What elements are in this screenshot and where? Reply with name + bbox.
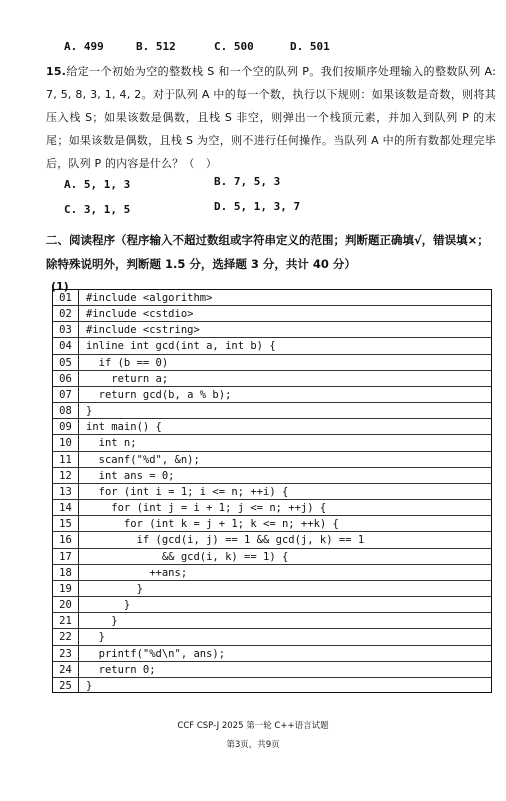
code-text: } xyxy=(86,679,93,692)
line-number: 07 xyxy=(59,388,72,401)
code-text: #include <cstring> xyxy=(86,324,200,337)
code-text: } xyxy=(86,631,105,644)
code-line xyxy=(53,678,491,694)
line-number: 21 xyxy=(59,615,72,628)
line-number: 10 xyxy=(59,437,72,450)
code-text: int ans = 0; xyxy=(86,469,175,482)
section-heading: 二、阅读程序（程序输入不超过数组或字符串定义的范围；判断题正确填√，错误填×；除特殊说明外，判断题 1.5 分，选择题 3 分，共计 40 分） xyxy=(46,233,489,271)
code-text: if (b == 0) xyxy=(86,356,169,369)
code-text: #include <algorithm> xyxy=(86,292,213,304)
code-line xyxy=(53,581,491,597)
line-number: 17 xyxy=(59,550,72,563)
code-line xyxy=(53,306,491,322)
code-line xyxy=(53,484,491,500)
line-number: 08 xyxy=(59,405,72,418)
line-number: 06 xyxy=(59,372,72,385)
option-b: B. 512 xyxy=(136,40,176,53)
line-number: 20 xyxy=(59,599,72,612)
code-line xyxy=(53,516,491,532)
line-number: 16 xyxy=(59,534,72,547)
code-text: return gcd(b, a % b); xyxy=(86,388,232,401)
line-number: 11 xyxy=(59,453,72,466)
question-15 xyxy=(46,60,496,175)
line-number: 13 xyxy=(59,485,72,498)
code-line xyxy=(53,435,491,451)
q15-option-d: D. 5, 1, 3, 7 xyxy=(214,200,301,213)
code-line xyxy=(53,597,491,613)
code-line xyxy=(53,290,491,306)
code-line xyxy=(53,532,491,548)
code-line xyxy=(53,322,491,338)
question-number: 15. xyxy=(46,65,67,78)
code-text: for (int i = 1; i <= n; ++i) { xyxy=(86,485,289,498)
code-text: scanf("%d", &n); xyxy=(86,453,200,466)
code-listing xyxy=(52,289,492,693)
code-text: inline int gcd(int a, int b) { xyxy=(86,340,276,353)
q15-option-a: A. 5, 1, 3 xyxy=(64,178,131,191)
code-line xyxy=(53,565,491,581)
option-d: D. 501 xyxy=(290,40,330,53)
line-number: 12 xyxy=(59,469,72,482)
code-text: int n; xyxy=(86,437,137,450)
code-text: for (int k = j + 1; k <= n; ++k) { xyxy=(86,518,339,531)
line-number: 24 xyxy=(59,663,72,676)
code-text: return 0; xyxy=(86,663,156,676)
code-text: ++ans; xyxy=(86,566,188,579)
line-number: 03 xyxy=(59,324,72,337)
code-line xyxy=(53,452,491,468)
program-label: (1) xyxy=(51,280,69,293)
code-text: for (int j = i + 1; j <= n; ++j) { xyxy=(86,502,327,515)
code-line xyxy=(53,355,491,371)
line-number: 23 xyxy=(59,647,72,660)
code-text: } xyxy=(86,582,143,595)
option-a: A. 499 xyxy=(64,40,104,53)
code-line xyxy=(53,338,491,354)
question-text: 给定一个初始为空的整数栈 S 和一个空的队列 P。我们按顺序处理输入的整数队列 A: 7, 5, 8, 3, 1, 4, 2。对于队列 A 中的每一个数，执行以下规则：如果该数是奇数，则将其压入栈 S；如果该数是偶数，且栈 S 非空，则弹出一个栈顶元素，并加入到队列 P 的末尾；如果该数是偶数，且栈 S 为空，则不进行任何操作。当队列 A 中的所有数都处理完毕后，队列 P 的内容是什么？（ ） xyxy=(46,65,496,170)
code-line xyxy=(53,387,491,403)
line-number: 01 xyxy=(59,292,72,304)
code-line xyxy=(53,403,491,419)
line-number: 15 xyxy=(59,518,72,531)
code-line xyxy=(53,419,491,435)
q15-option-c: C. 3, 1, 5 xyxy=(64,203,131,216)
line-number: 09 xyxy=(59,421,72,434)
line-number: 22 xyxy=(59,631,72,644)
code-text: && gcd(i, k) == 1) { xyxy=(86,550,289,563)
code-line xyxy=(53,468,491,484)
option-c: C. 500 xyxy=(214,40,254,53)
line-number: 18 xyxy=(59,566,72,579)
code-text: } xyxy=(86,599,131,612)
code-line xyxy=(53,613,491,629)
q15-option-b: B. 7, 5, 3 xyxy=(214,175,281,188)
line-number: 04 xyxy=(59,340,72,353)
code-line xyxy=(53,629,491,645)
code-line xyxy=(53,549,491,565)
code-text: } xyxy=(86,615,118,628)
line-number: 05 xyxy=(59,356,72,369)
code-text: if (gcd(i, j) == 1 && gcd(j, k) == 1 xyxy=(86,534,365,547)
page-number: 第3页，共9页 xyxy=(226,740,280,750)
code-text: int main() { xyxy=(86,421,162,434)
code-line xyxy=(53,662,491,678)
code-text: } xyxy=(86,405,93,418)
code-text: #include <cstdio> xyxy=(86,308,194,321)
code-line xyxy=(53,371,491,387)
line-number: 02 xyxy=(59,308,72,321)
code-text: return a; xyxy=(86,372,169,385)
code-line xyxy=(53,646,491,662)
exam-footer: CCF CSP-J 2025 第一轮 C++语言试题 xyxy=(177,721,329,731)
line-number: 25 xyxy=(59,679,72,692)
code-line xyxy=(53,500,491,516)
line-number: 19 xyxy=(59,582,72,595)
line-number: 14 xyxy=(59,502,72,515)
code-text: printf("%d\n", ans); xyxy=(86,647,226,660)
